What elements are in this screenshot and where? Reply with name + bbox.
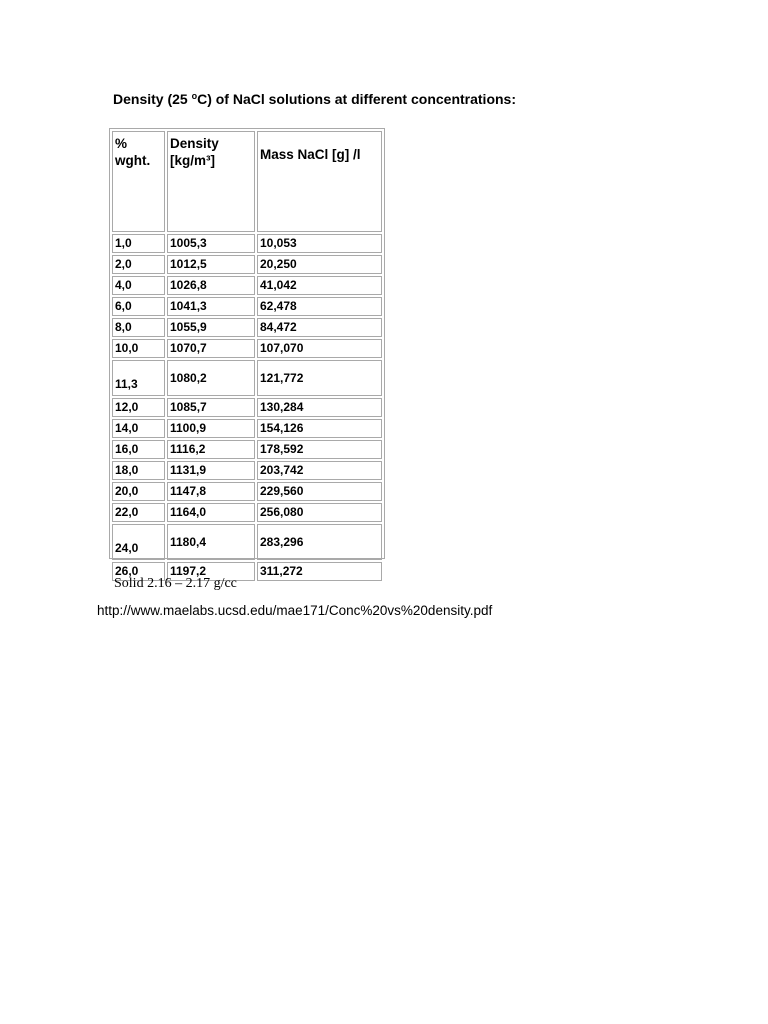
table-row — [112, 398, 382, 417]
cell-density: 1080,2 — [167, 360, 255, 396]
cell-mass: 107,070 — [257, 339, 382, 358]
cell-mass: 41,042 — [257, 276, 382, 295]
cell-density: 1005,3 — [167, 234, 255, 253]
table-row — [112, 419, 382, 438]
header-density — [167, 131, 255, 232]
title-text-post: C) of NaCl solutions at different concentrations: — [197, 91, 516, 107]
cell-percent: 14,0 — [112, 419, 165, 438]
header-percent-line1: % — [115, 136, 128, 151]
cell-percent: 18,0 — [112, 461, 165, 480]
page-title — [113, 91, 516, 107]
table-row — [112, 440, 382, 459]
table-row — [112, 360, 382, 396]
table-row — [112, 255, 382, 274]
cell-mass: 62,478 — [257, 297, 382, 316]
header-mass-nacl: Mass NaCl [g] /l — [257, 131, 382, 232]
cell-density: 1180,4 — [167, 524, 255, 560]
cell-mass: 311,272 — [257, 562, 382, 581]
table-header-row — [112, 131, 382, 232]
table-row — [112, 297, 382, 316]
cell-percent: 6,0 — [112, 297, 165, 316]
cell-percent: 24,0 — [112, 524, 165, 560]
cell-percent: 1,0 — [112, 234, 165, 253]
solid-density-note: Solid 2.16 – 2.17 g/cc — [114, 576, 237, 591]
header-percent-line2: wght. — [115, 153, 151, 168]
cell-density: 1116,2 — [167, 440, 255, 459]
density-table — [110, 129, 384, 583]
cell-mass: 10,053 — [257, 234, 382, 253]
cell-mass: 121,772 — [257, 360, 382, 396]
cell-percent: 11,3 — [112, 360, 165, 396]
cell-percent: 22,0 — [112, 503, 165, 522]
cell-percent: 10,0 — [112, 339, 165, 358]
cell-mass: 20,250 — [257, 255, 382, 274]
table-row — [112, 339, 382, 358]
cell-density: 1164,0 — [167, 503, 255, 522]
cell-mass: 229,560 — [257, 482, 382, 501]
cell-percent: 4,0 — [112, 276, 165, 295]
cell-density: 1055,9 — [167, 318, 255, 337]
cell-mass: 256,080 — [257, 503, 382, 522]
table-row — [112, 524, 382, 560]
cell-density: 1041,3 — [167, 297, 255, 316]
cell-density: 1026,8 — [167, 276, 255, 295]
header-density-line2: [kg/m³] — [170, 153, 215, 168]
cell-density: 1012,5 — [167, 255, 255, 274]
cell-mass: 203,742 — [257, 461, 382, 480]
cell-mass: 283,296 — [257, 524, 382, 560]
cell-density: 1131,9 — [167, 461, 255, 480]
cell-percent: 20,0 — [112, 482, 165, 501]
header-density-line1: Density — [170, 136, 219, 151]
cell-percent: 16,0 — [112, 440, 165, 459]
cell-percent: 26,0 — [112, 562, 165, 581]
cell-percent: 8,0 — [112, 318, 165, 337]
table-row — [112, 234, 382, 253]
cell-density: 1070,7 — [167, 339, 255, 358]
cell-mass: 84,472 — [257, 318, 382, 337]
table-row — [112, 461, 382, 480]
cell-mass: 130,284 — [257, 398, 382, 417]
cell-density: 1197,2 — [167, 562, 255, 581]
cell-percent: 12,0 — [112, 398, 165, 417]
table-row — [112, 503, 382, 522]
cell-density: 1100,9 — [167, 419, 255, 438]
table-row — [112, 276, 382, 295]
title-text-pre: Density (25 — [113, 91, 192, 107]
density-table-frame — [109, 128, 385, 578]
cell-density: 1085,7 — [167, 398, 255, 417]
cell-percent: 2,0 — [112, 255, 165, 274]
cell-mass: 154,126 — [257, 419, 382, 438]
title-degree-symbol: o — [191, 91, 198, 101]
cell-mass: 178,592 — [257, 440, 382, 459]
source-url[interactable]: http://www.maelabs.ucsd.edu/mae171/Conc%20vs%20density.pdf — [97, 603, 493, 618]
header-percent-weight — [112, 131, 165, 232]
table-row — [112, 482, 382, 501]
table-row — [112, 318, 382, 337]
cell-density: 1147,8 — [167, 482, 255, 501]
